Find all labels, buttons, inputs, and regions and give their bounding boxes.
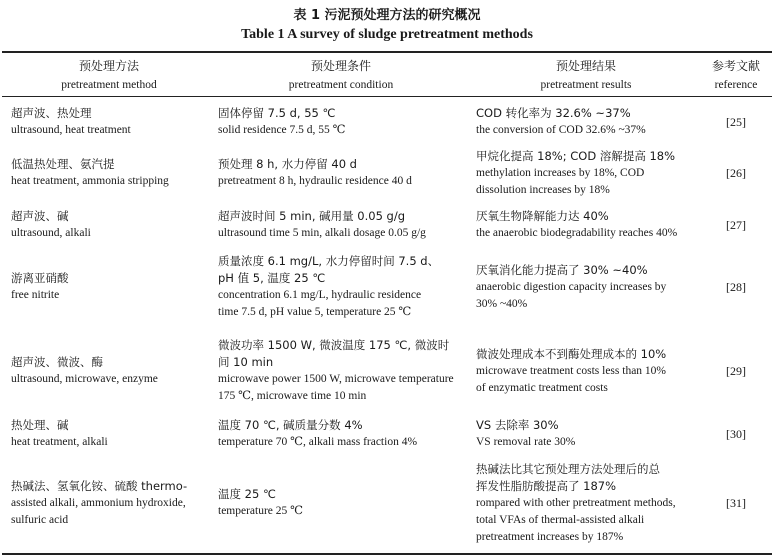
cell-method: [11, 147, 207, 199]
cell-line: 甲烷化提高 18%; COD 溶解提高 18%: [476, 148, 676, 163]
cell-result: [476, 459, 696, 547]
table-row: [0, 459, 774, 547]
cell-condition: [218, 104, 464, 140]
cell-line: 超声波、热处理: [11, 106, 92, 120]
cell-line: COD 转化率为 32.6% ~37%: [476, 106, 631, 120]
cell-reference: [31]: [726, 495, 746, 510]
cell-reference: [28]: [726, 279, 746, 294]
cell-line: rompared with other pretreatment methods,: [476, 496, 676, 509]
cell-line: dissolution increases by 18%: [476, 183, 610, 196]
table-row: [0, 147, 774, 199]
cell-line: 超声波、微波、酶: [11, 355, 103, 369]
header-rule: [2, 96, 772, 97]
cell-condition: [218, 207, 464, 243]
cell-method: [11, 104, 207, 140]
cell-line: ultrasound time 5 min, alkali dosage 0.05 g/g: [218, 227, 426, 239]
cell-line: solid residence 7.5 d, 55 ℃: [218, 124, 346, 136]
cell-method: [11, 459, 207, 547]
cell-method: [11, 416, 207, 452]
cell-method: [11, 207, 207, 243]
cell-reference: [25]: [726, 114, 746, 129]
cell-line: 预处理 8 h, 水力停留 40 d: [218, 157, 357, 171]
header-results-en: pretreatment results: [540, 79, 632, 91]
cell-line: pretreatment increases by 187%: [476, 530, 624, 543]
header-method-cn: 预处理方法: [78, 59, 139, 73]
cell-line: 超声波时间 5 min, 碱用量 0.05 g/g: [218, 209, 406, 223]
cell-line: total VFAs of thermal-assisted alkali: [476, 513, 645, 526]
table-row: [0, 336, 774, 406]
table-row: [0, 104, 774, 140]
cell-line: 厌氧生物降解能力达 40%: [476, 209, 609, 223]
cell-line: 175 ℃, microwave time 10 min: [218, 390, 367, 402]
cell-line: 挥发性脂肪酸提高了 187%: [476, 478, 617, 493]
cell-line: methylation increases by 18%, COD: [476, 166, 645, 179]
table-row: [0, 416, 774, 452]
header-reference: [700, 57, 772, 95]
bottom-rule: [2, 553, 772, 555]
cell-result: [476, 147, 696, 199]
cell-line: 微波功率 1500 W, 微波温度 175 ℃, 微波时: [218, 338, 450, 352]
table-caption-cn: 表 1 污泥预处理方法的研究概况: [293, 8, 481, 23]
cell-line: 30% ~40%: [476, 297, 528, 310]
cell-reference: [26]: [726, 165, 746, 180]
cell-line: ultrasound, microwave, enzyme: [11, 373, 158, 385]
cell-line: concentration 6.1 mg/L, hydraulic residence: [218, 289, 422, 301]
cell-line: VS removal rate 30%: [476, 436, 576, 448]
cell-line: assisted alkali, ammonium hydroxide,: [11, 496, 186, 509]
cell-line: sulfuric acid: [11, 513, 69, 526]
cell-line: 温度 25 ℃: [218, 487, 276, 501]
header-condition: [218, 57, 464, 95]
cell-line: microwave power 1500 W, microwave temperature: [218, 373, 454, 385]
cell-line: pH 值 5, 温度 25 ℃: [218, 271, 326, 285]
cell-line: temperature 25 ℃: [218, 505, 304, 517]
cell-result: [476, 336, 696, 406]
header-method: [11, 57, 207, 95]
cell-line: 质量浓度 6.1 mg/L, 水力停留时间 7.5 d、: [218, 254, 440, 268]
cell-line: 游离亚硝酸: [11, 271, 69, 285]
cell-line: 间 10 min: [218, 355, 274, 369]
top-rule: [2, 51, 772, 53]
cell-line: of enzymatic treatment costs: [476, 381, 608, 394]
cell-condition: [218, 336, 464, 406]
cell-line: time 7.5 d, pH value 5, temperature 25 ℃: [218, 306, 412, 318]
cell-line: 热碱法比其它预处理方法处理后的总: [476, 461, 660, 476]
cell-line: the anaerobic biodegradability reaches 40%: [476, 227, 678, 239]
cell-line: microwave treatment costs less than 10%: [476, 364, 667, 377]
cell-reference: [27]: [726, 217, 746, 232]
cell-line: 厌氧消化能力提高了 30% ~40%: [476, 262, 648, 277]
cell-line: temperature 70 ℃, alkali mass fraction 4%: [218, 436, 418, 448]
cell-line: 微波处理成本不到酶处理成本的 10%: [476, 346, 667, 361]
table-caption-en: Table 1 A survey of sludge pretreatment methods: [241, 27, 533, 42]
cell-line: anaerobic digestion capacity increases by: [476, 280, 667, 293]
cell-reference: [29]: [726, 363, 746, 378]
cell-line: free nitrite: [11, 289, 60, 301]
header-condition-cn: 预处理条件: [310, 59, 371, 73]
cell-method: [11, 336, 207, 406]
cell-line: VS 去除率 30%: [476, 418, 559, 432]
cell-line: heat treatment, ammonia stripping: [11, 175, 169, 187]
cell-line: pretreatment 8 h, hydraulic residence 40 d: [218, 175, 412, 187]
table-row: [0, 252, 774, 322]
cell-line: 固体停留 7.5 d, 55 ℃: [218, 106, 336, 120]
header-results-cn: 预处理结果: [555, 59, 616, 73]
cell-line: 低温热处理、氨汽提: [11, 157, 115, 171]
cell-line: 超声波、碱: [11, 209, 69, 223]
cell-result: [476, 252, 696, 322]
table-row: [0, 207, 774, 243]
cell-line: 温度 70 ℃, 碱质量分数 4%: [218, 418, 363, 432]
cell-result: [476, 104, 696, 140]
cell-line: 热处理、碱: [11, 418, 69, 432]
header-results: [476, 57, 696, 95]
cell-line: 热碱法、氢氧化铵、硫酸 thermo-: [11, 478, 188, 493]
header-reference-en: reference: [714, 79, 758, 91]
cell-reference: [30]: [726, 426, 746, 441]
cell-line: heat treatment, alkali: [11, 436, 108, 448]
cell-line: the conversion of COD 32.6% ~37%: [476, 124, 646, 136]
header-method-en: pretreatment method: [61, 79, 157, 91]
cell-condition: [218, 252, 464, 322]
cell-line: ultrasound, alkali: [11, 227, 91, 239]
cell-condition: [218, 416, 464, 452]
cell-method: [11, 252, 207, 322]
cell-line: ultrasound, heat treatment: [11, 124, 131, 136]
header-condition-en: pretreatment condition: [288, 79, 394, 91]
header-reference-cn: 参考文献: [711, 59, 760, 73]
cell-condition: [218, 459, 464, 547]
cell-result: [476, 207, 696, 243]
cell-result: [476, 416, 696, 452]
cell-condition: [218, 147, 464, 199]
